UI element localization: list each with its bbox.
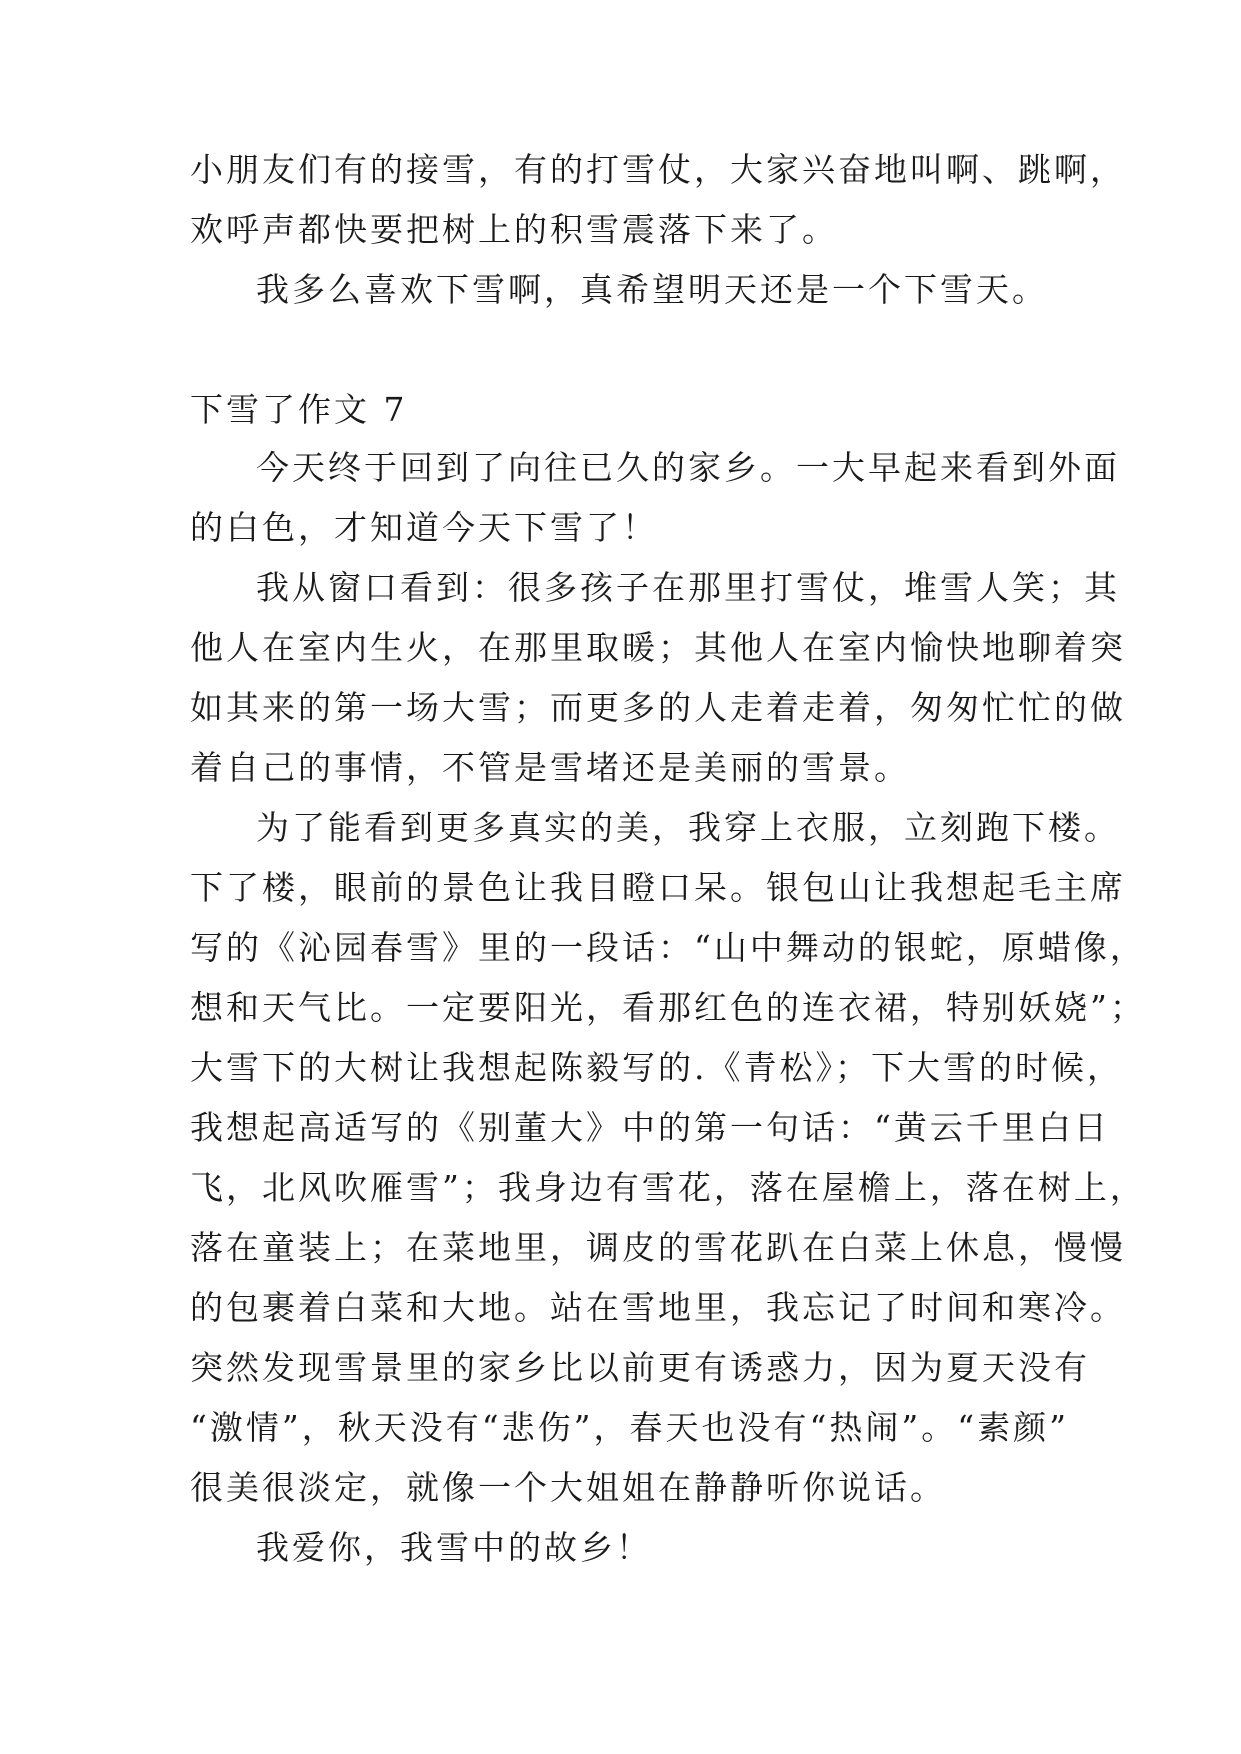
paragraph-line: 他人在室内生火，在那里取暖；其他人在室内愉快地聊着突 — [190, 628, 1126, 667]
paragraph-line: 突然发现雪景里的家乡比以前更有诱惑力，因为夏天没有 — [190, 1348, 1090, 1387]
paragraph-line: 下了楼，眼前的景色让我目瞪口呆。银包山让我想起毛主席 — [190, 868, 1126, 907]
paragraph-line: 我多么喜欢下雪啊，真希望明天还是一个下雪天。 — [256, 270, 1048, 309]
section-title: 下雪了作文 7 — [190, 390, 408, 429]
paragraph-line: 大雪下的大树让我想起陈毅写的.《青松》；下大雪的时候， — [190, 1048, 1123, 1087]
paragraph-line: 我想起高适写的《别董大》中的第一句话：“黄云千里白日 — [190, 1108, 1110, 1147]
paragraph-line: 想和天气比。一定要阳光，看那红色的连衣裙，特别妖娆”； — [190, 988, 1146, 1027]
paragraph-line: 很美很淡定，就像一个大姐姐在静静听你说话。 — [190, 1468, 946, 1507]
paragraph-line: 写的《沁园春雪》里的一段话：“山中舞动的银蛇，原蜡像， — [190, 928, 1146, 967]
paragraph-line: 小朋友们有的接雪，有的打雪仗，大家兴奋地叫啊、跳啊， — [190, 150, 1126, 189]
paragraph-line: “激情”，秋天没有“悲伤”，春天也没有“热闹”。“素颜” — [190, 1408, 1069, 1447]
paragraph-line: 着自己的事情，不管是雪堵还是美丽的雪景。 — [190, 748, 910, 787]
paragraph-line: 欢呼声都快要把树上的积雪震落下来了。 — [190, 210, 838, 249]
paragraph-line: 我从窗口看到：很多孩子在那里打雪仗，堆雪人笑；其 — [256, 568, 1120, 607]
paragraph-line: 我爱你，我雪中的故乡！ — [256, 1528, 652, 1567]
paragraph-line: 飞，北风吹雁雪”；我身边有雪花，落在屋檐上，落在树上， — [190, 1168, 1146, 1207]
paragraph-line: 落在童装上；在菜地里，调皮的雪花趴在白菜上休息，慢慢 — [190, 1228, 1126, 1267]
paragraph-line: 为了能看到更多真实的美，我穿上衣服，立刻跑下楼。 — [256, 808, 1120, 847]
paragraph-line: 如其来的第一场大雪；而更多的人走着走着，匆匆忙忙的做 — [190, 688, 1126, 727]
paragraph-line: 的包裹着白菜和大地。站在雪地里，我忘记了时间和寒冷。 — [190, 1288, 1126, 1327]
paragraph-line: 的白色，才知道今天下雪了！ — [190, 508, 658, 547]
paragraph-line: 今天终于回到了向往已久的家乡。一大早起来看到外面 — [256, 448, 1120, 487]
